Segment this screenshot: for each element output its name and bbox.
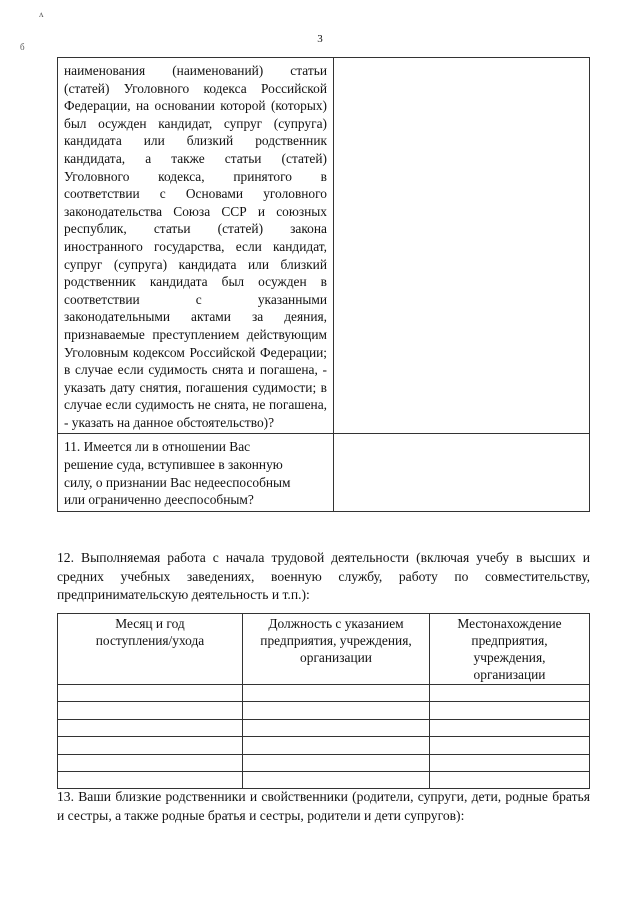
table-row [58,685,590,702]
question-11-row [58,434,590,511]
header-line: Местонахождение [457,616,562,631]
table-cell[interactable] [243,771,430,788]
table-cell[interactable] [243,737,430,754]
question-12-text: 12. Выполняемая работа с начала трудовой деятельности (включая учебу в высших и средних учебных заведениях, военную службу, работу по совместительству, предпринимательскую деятельность и т.п.): [57,550,590,602]
work-table-body [58,685,590,789]
table-row [58,737,590,754]
table-row [58,702,590,719]
question-10-answer[interactable] [334,58,590,434]
work-history-table [57,613,590,789]
question-11-line: 11. Имеется ли в отношении Вас [64,439,251,455]
question-13-text: 13. Ваши близкие родственники и свойственники (родители, супруги, дети, родные братья и сестры, а также родные братья и сестры, родители и дети супругов): [57,789,590,823]
corner-mark-top: ʌ [39,9,44,19]
table-row [58,771,590,788]
question-10-text: наименования (наименований) статьи (статей) Уголовного кодекса Российской Федерации, на основании которой (которых) был осужден кандидат, супруг (супруга) кандидата или близкий родственник кандидата, а также статьи (статей) Уголовного кодекса, принятого в соответствии с Основами уголовного законодательства Союза ССР и союзных республик, статьи (статей) закона иностранного государства, если кандидат, супруг (супруга) кандидата или близкий родственник кандидата был осужден в соответствии с указанными законодательными актами за деяния, признаваемые преступлением действующим Уголовным кодексом Российской Федерации; в случае если судимость снята и погашена, - указать дату снятия, погашения судимости; в случае если судимость не снята, не погашена, - указать на данное обстоятельство)? [64,63,327,430]
header-line: Должность с указанием [268,616,404,631]
table-cell[interactable] [58,702,243,719]
header-position [243,614,430,685]
header-month-year [58,614,243,685]
table-cell[interactable] [430,771,590,788]
question-10-cell [58,58,334,434]
table-cell[interactable] [430,719,590,736]
table-cell[interactable] [243,702,430,719]
question-11-cell [58,434,334,511]
table-cell[interactable] [58,719,243,736]
table-cell[interactable] [430,685,590,702]
table-cell[interactable] [58,685,243,702]
work-table-header [58,614,590,685]
table-cell[interactable] [430,737,590,754]
table-cell[interactable] [243,754,430,771]
questionnaire-table [57,57,590,512]
table-cell[interactable] [58,771,243,788]
table-cell[interactable] [243,719,430,736]
header-line: предприятия, учреждения, [260,633,412,648]
header-line: Месяц и год [115,616,185,631]
question-10-row [58,58,590,434]
corner-mark-side: б [20,42,25,52]
table-row [58,719,590,736]
question-11-answer[interactable] [334,434,590,511]
question-11-line: силу, о признании Вас недееспособным [64,474,291,490]
header-line: организации [300,650,372,665]
table-cell[interactable] [243,685,430,702]
table-cell[interactable] [430,754,590,771]
header-line: предприятия, учреждения, [471,633,548,665]
table-cell[interactable] [58,737,243,754]
question-11-line: решение суда, вступившее в законную [64,457,283,473]
header-location [430,614,590,685]
question-11-line: или ограниченно дееспособным? [64,492,254,508]
header-line: поступления/ухода [95,633,205,648]
header-line: организации [473,667,546,682]
table-cell[interactable] [430,702,590,719]
table-cell[interactable] [58,754,243,771]
table-row [58,754,590,771]
page-number: 3 [317,33,323,45]
